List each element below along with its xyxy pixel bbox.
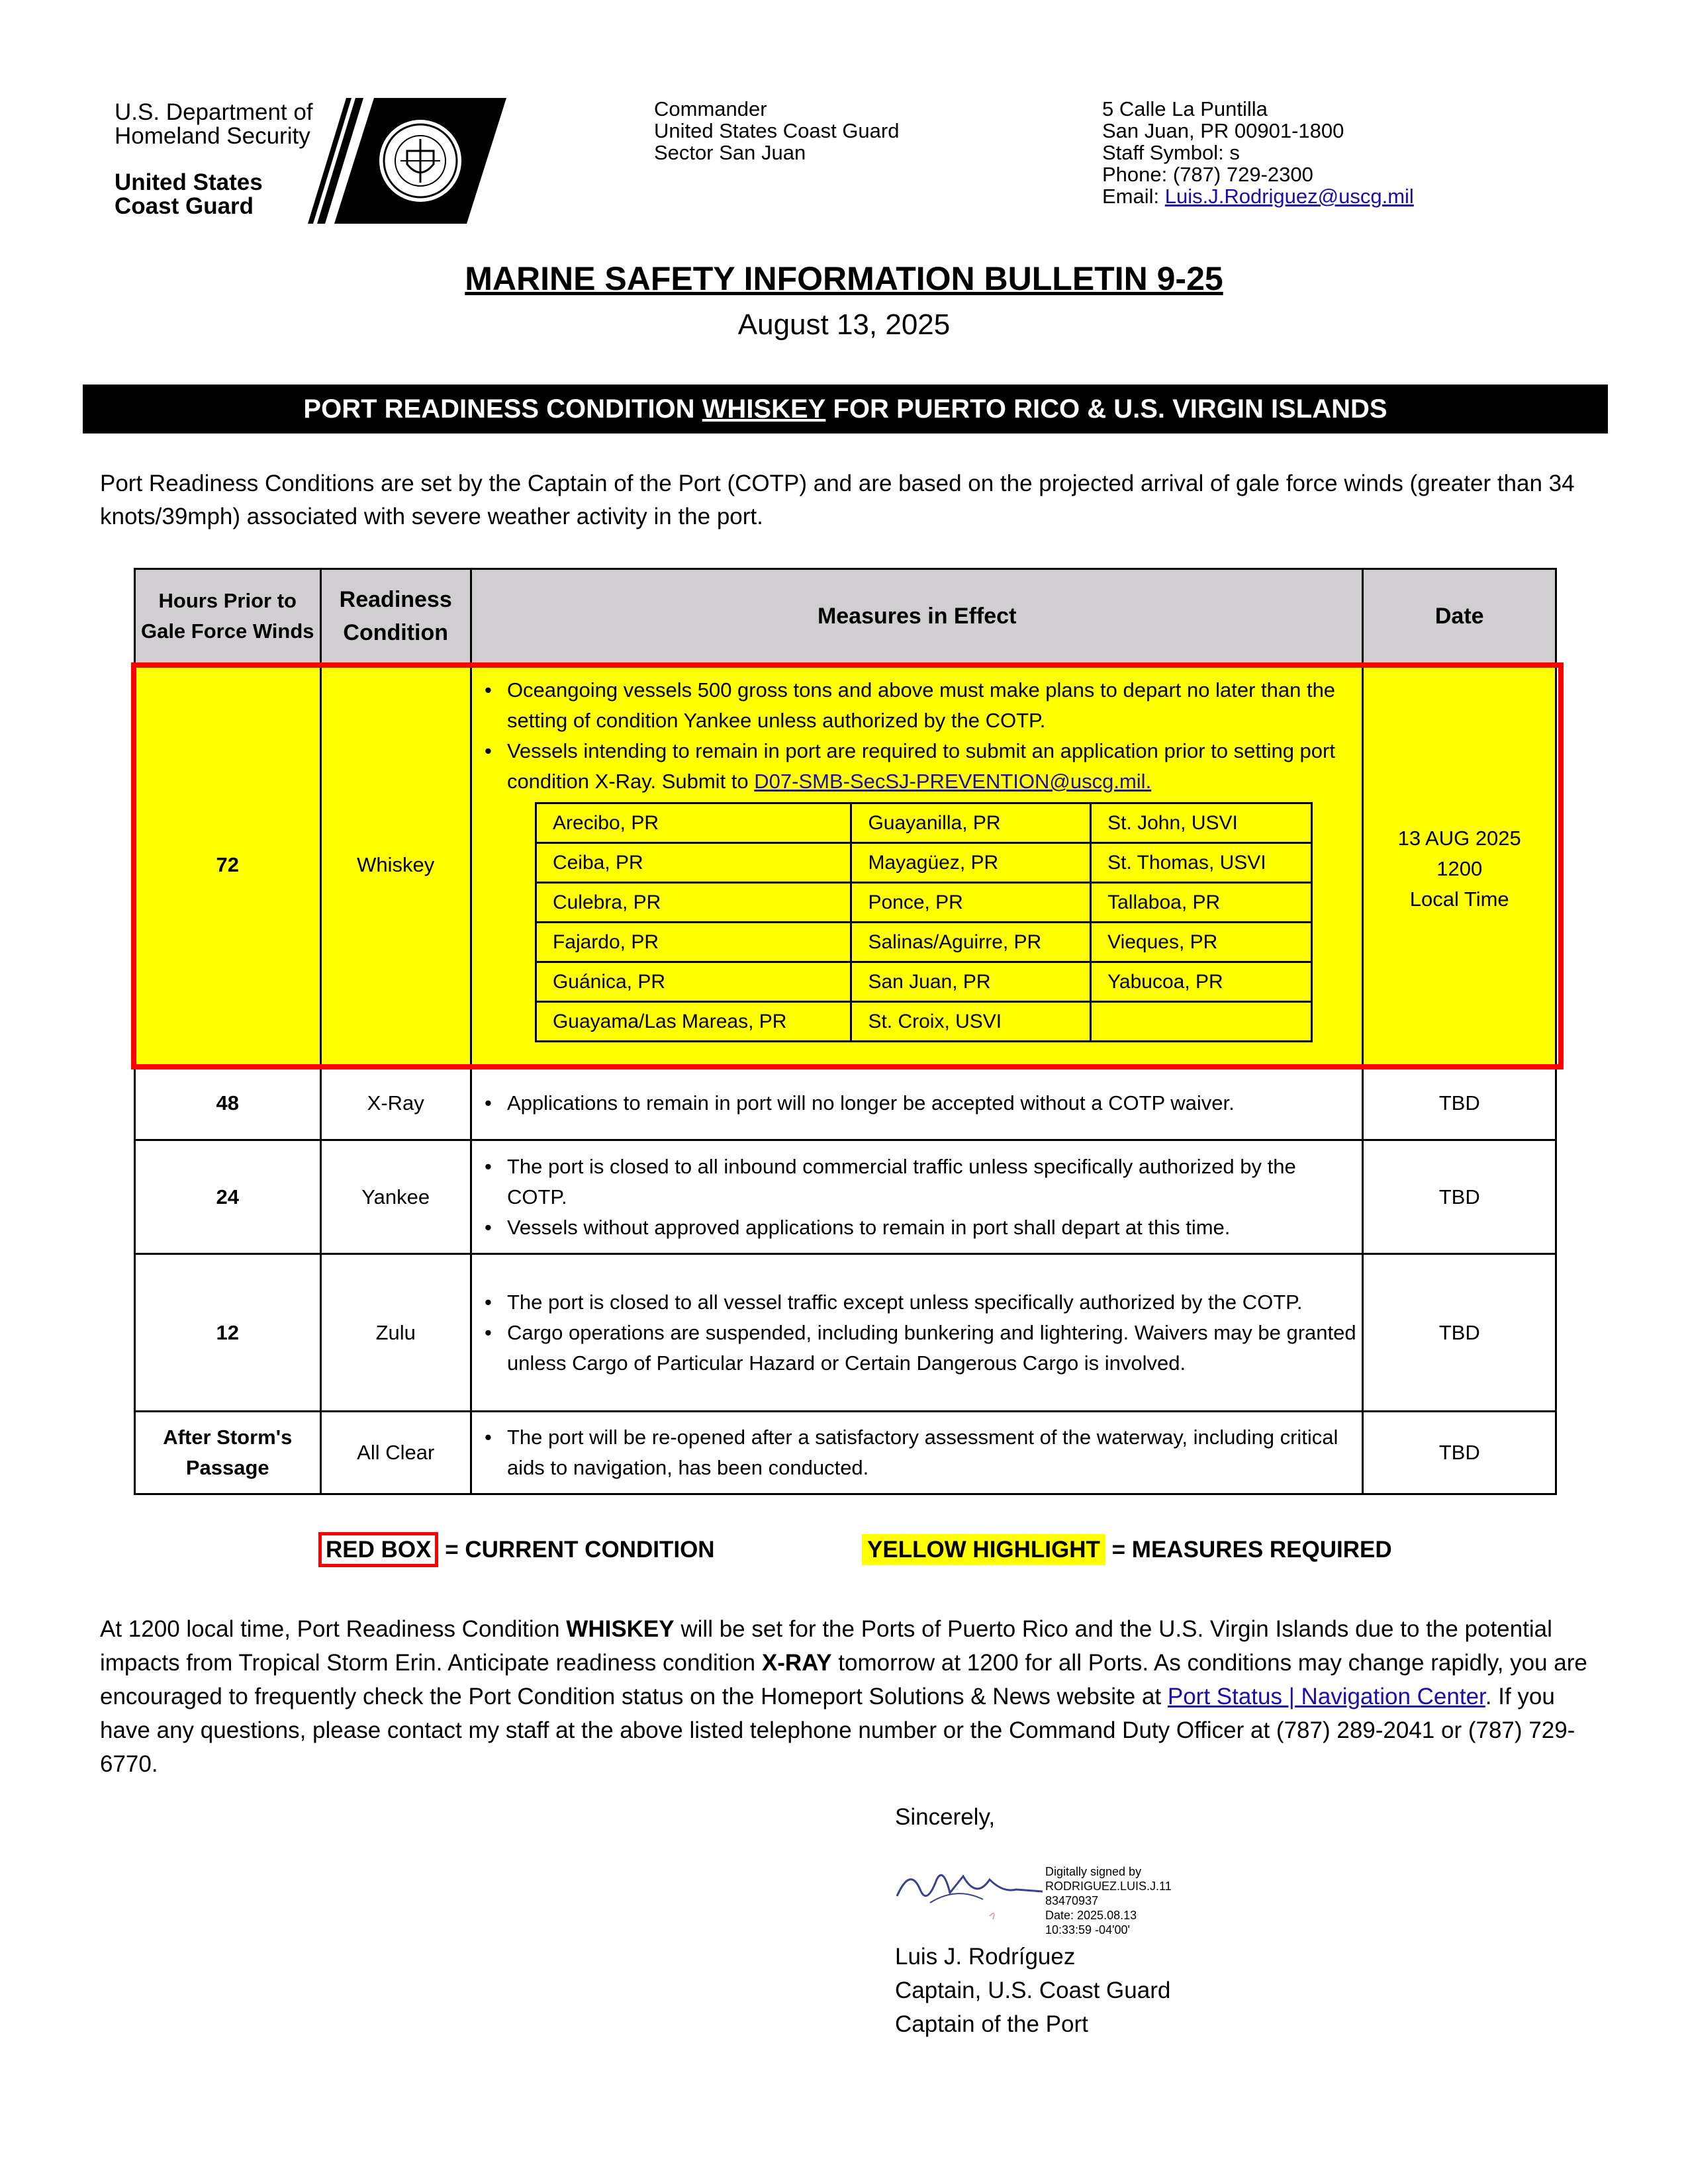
port-cell: Vieques, PR (1091, 923, 1312, 962)
measure-bullet: • The port is closed to all vessel traffic except unless specifically authorized by the COTP. (507, 1287, 1362, 1318)
email-link[interactable]: Luis.J.Rodriguez@uscg.mil (1164, 185, 1414, 208)
yankee-condition: Yankee (320, 1140, 471, 1254)
measure-bullet: • Vessels intending to remain in port are required to submit an application prior to setting port condition X-Ray. Submit to D07-SMB-SecSJ-PREVENTION@uscg.mil. (507, 736, 1362, 797)
address-block: 5 Calle La Puntilla San Juan, PR 00901-1800 Staff Symbol: s Phone: (787) 729-2300 Email: Luis.J.Rodriguez@uscg.mil (1102, 97, 1414, 208)
port-cell: Guayanilla, PR (851, 803, 1091, 843)
row-yankee (135, 1140, 1556, 1254)
port-cell: Mayagüez, PR (851, 843, 1091, 883)
port-cell: Guayama/Las Mareas, PR (536, 1002, 851, 1042)
yellow-highlight-label: YELLOW HIGHLIGHT (862, 1534, 1105, 1565)
port-cell: St. Thomas, USVI (1091, 843, 1312, 883)
row-xray (135, 1066, 1556, 1140)
prevention-email-link[interactable]: D07-SMB-SecSJ-PREVENTION@uscg.mil. (754, 770, 1152, 793)
port-cell: Salinas/Aguirre, PR (851, 923, 1091, 962)
zulu-hours: 12 (135, 1254, 321, 1412)
header-date: Date (1363, 569, 1556, 664)
whiskey-condition: Whiskey (320, 664, 471, 1066)
measure-bullet: • Applications to remain in port will no longer be accepted without a COTP waiver. (507, 1088, 1362, 1118)
whiskey-date: 13 AUG 2025 1200 Local Time (1363, 664, 1556, 1066)
measure-bullet: • Oceangoing vessels 500 gross tons and above must make plans to depart no later than the setting of condition Yankee unless authorized by the COTP. (507, 675, 1362, 736)
zulu-date: TBD (1363, 1254, 1556, 1412)
body-paragraph: At 1200 local time, Port Readiness Condition WHISKEY will be set for the Ports of Puerto Rico and the U.S. Virgin Islands due to the potential impacts from Tropical Storm Erin. Anticipate readiness condition X-RAY tomorrow at 1200 for all Ports. As conditions may change rapidly, you are encouraged to frequently check the Port Condition status on the Homeport Solutions & News website at Port Status | Navigation Center. If you have any questions, please contact my staff at the above listed telephone number or the Command Duty Officer at (787) 289-2041 or (787) 729-6770. (100, 1616, 1587, 1777)
bulletin-date: August 13, 2025 (737, 308, 951, 341)
signer-title: Captain, U.S. Coast Guard (895, 1978, 1171, 2003)
port-status-link[interactable]: Port Status | Navigation Center (1167, 1684, 1485, 1709)
sender-block: Commander United States Coast Guard Sector San Juan (654, 97, 900, 164)
legend-yellow: YELLOW HIGHLIGHT = MEASURES REQUIRED (862, 1537, 1392, 1563)
allclear-date: TBD (1363, 1412, 1556, 1494)
row-allclear (135, 1412, 1556, 1494)
measure-bullet: • Cargo operations are suspended, including bunkering and lightering. Waivers may be granted unless Cargo of Particular Hazard or Certain Dangerous Cargo is involved. (507, 1318, 1362, 1379)
xray-condition: X-Ray (320, 1066, 471, 1140)
port-cell: St. John, USVI (1091, 803, 1312, 843)
uscg-logo-icon (308, 98, 506, 224)
yankee-measures (471, 1140, 1363, 1254)
port-cell: Ponce, PR (851, 883, 1091, 923)
xray-hours: 48 (135, 1066, 321, 1140)
measure-bullet: • The port is closed to all inbound commercial traffic unless specifically authorized by the COTP. (507, 1152, 1362, 1212)
yankee-hours: 24 (135, 1140, 321, 1254)
closing: Sincerely, (895, 1804, 996, 1830)
port-cell: Culebra, PR (536, 883, 851, 923)
legend-red: RED BOX = CURRENT CONDITION (318, 1537, 715, 1563)
digital-signature-stamp: Digitally signed by RODRIGUEZ.LUIS.J.11 83470937 Date: 2025.08.13 10:33:59 -04'00' (1045, 1865, 1172, 1936)
measure-bullet: • Vessels without approved applications to remain in port shall depart at this time. (507, 1212, 1362, 1243)
allclear-measures (471, 1412, 1363, 1494)
header-condition: Readiness Condition (320, 569, 471, 664)
red-box-label: RED BOX (318, 1532, 438, 1567)
bulletin-title: MARINE SAFETY INFORMATION BULLETIN 9-25 (465, 260, 1223, 297)
port-cell: Ceiba, PR (536, 843, 851, 883)
signer-block (895, 1940, 1170, 2041)
xray-measures (471, 1066, 1363, 1140)
port-cell: Guánica, PR (536, 962, 851, 1002)
current-condition-red-box (131, 662, 1564, 1069)
xray-date: TBD (1363, 1066, 1556, 1140)
zulu-measures (471, 1254, 1363, 1412)
uscg-name: United States Coast Guard (115, 169, 263, 219)
whiskey-hours: 72 (135, 664, 321, 1066)
port-cell: Arecibo, PR (536, 803, 851, 843)
port-cell: St. Croix, USVI (851, 1002, 1091, 1042)
port-cell: Yabucoa, PR (1091, 962, 1312, 1002)
measure-bullet: • The port will be re-opened after a satisfactory assessment of the waterway, including critical aids to navigation, has been conducted. (507, 1422, 1362, 1483)
signer-name: Luis J. Rodríguez (895, 1944, 1076, 1970)
signer-role: Captain of the Port (895, 2011, 1088, 2037)
dhs-name: U.S. Department of Homeland Security (115, 99, 313, 149)
signature-mark-icon (890, 1853, 1049, 1926)
row-zulu (135, 1254, 1556, 1412)
condition-banner: PORT READINESS CONDITION WHISKEY FOR PUERTO RICO & U.S. VIRGIN ISLANDS (83, 385, 1608, 433)
zulu-condition: Zulu (320, 1254, 471, 1412)
header-measures: Measures in Effect (471, 569, 1363, 664)
allclear-hours: After Storm's Passage (135, 1412, 321, 1494)
table-header-row (135, 569, 1556, 664)
port-cell: San Juan, PR (851, 962, 1091, 1002)
port-cell: Tallaboa, PR (1091, 883, 1312, 923)
intro-paragraph: Port Readiness Conditions are set by the Captain of the Port (COTP) and are based on the projected arrival of gale force winds (greater than 34 knots/39mph) associated with severe weather activity in the port. (100, 471, 1575, 529)
port-cell: Fajardo, PR (536, 923, 851, 962)
yankee-date: TBD (1363, 1140, 1556, 1254)
allclear-condition: All Clear (320, 1412, 471, 1494)
header-hours: Hours Prior to Gale Force Winds (135, 569, 321, 664)
